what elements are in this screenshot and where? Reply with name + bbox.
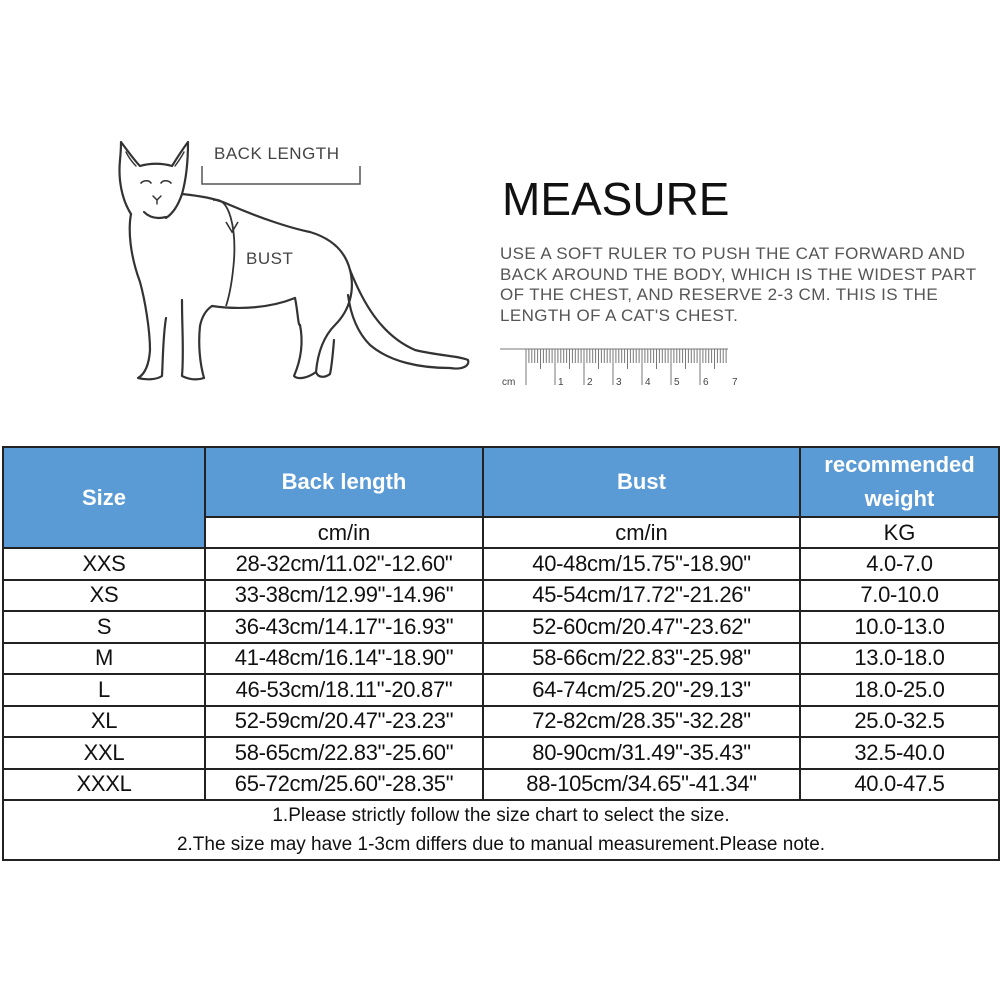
cell-size: L (3, 674, 205, 706)
ruler-label: 6 (703, 377, 709, 388)
table-row (3, 611, 999, 643)
cell-bust: 45-54cm/17.72"-21.26" (483, 580, 800, 612)
ruler-label: 5 (674, 377, 680, 388)
cell-back-length: 33-38cm/12.99"-14.96" (205, 580, 483, 612)
ruler-label: 7 (732, 377, 738, 388)
table-row (3, 737, 999, 769)
unit-back-length: cm/in (205, 517, 483, 548)
cell-size: XXXL (3, 769, 205, 801)
cell-weight: 40.0-47.5 (800, 769, 999, 801)
table-row (3, 580, 999, 612)
ruler-label: cm (502, 377, 516, 388)
cell-back-length: 41-48cm/16.14"-18.90" (205, 643, 483, 675)
note-1: 1.Please strictly follow the size chart to select the size. (272, 805, 730, 826)
header-weight-line2: weight (864, 486, 935, 511)
cell-back-length: 36-43cm/14.17"-16.93" (205, 611, 483, 643)
cell-weight: 32.5-40.0 (800, 737, 999, 769)
table-row (3, 643, 999, 675)
measurement-illustration (0, 0, 1000, 440)
header-weight-line1: recommended (824, 452, 975, 477)
ruler-label: 4 (645, 377, 651, 388)
cell-weight: 18.0-25.0 (800, 674, 999, 706)
cell-back-length: 28-32cm/11.02"-12.60" (205, 548, 483, 580)
cell-size: M (3, 643, 205, 675)
cell-bust: 58-66cm/22.83"-25.98" (483, 643, 800, 675)
cell-back-length: 52-59cm/20.47"-23.23" (205, 706, 483, 738)
table-row (3, 548, 999, 580)
measure-title: MEASURE (502, 173, 730, 225)
ruler-label: 1 (558, 377, 564, 388)
ruler-icon (496, 345, 738, 393)
cell-size: XXL (3, 737, 205, 769)
header-bust: Bust (483, 447, 800, 517)
cell-bust: 80-90cm/31.49"-35.43" (483, 737, 800, 769)
cell-weight: 10.0-13.0 (800, 611, 999, 643)
ruler-label: 3 (616, 377, 622, 388)
table-header-row (3, 447, 999, 517)
table-row (3, 769, 999, 801)
cell-back-length: 65-72cm/25.60"-28.35" (205, 769, 483, 801)
table-row (3, 674, 999, 706)
ruler-label: 2 (587, 377, 593, 388)
cell-weight: 4.0-7.0 (800, 548, 999, 580)
bust-label: BUST (246, 249, 294, 268)
back-length-label: BACK LENGTH (214, 144, 340, 163)
cell-weight: 13.0-18.0 (800, 643, 999, 675)
size-chart-table (2, 446, 1000, 861)
cell-size: XXS (3, 548, 205, 580)
table-row (3, 706, 999, 738)
note-2: 2.The size may have 1-3cm differs due to manual measurement.Please note. (176, 834, 826, 855)
cell-size: S (3, 611, 205, 643)
cell-bust: 72-82cm/28.35"-32.28" (483, 706, 800, 738)
header-recommended-weight (800, 447, 999, 517)
cell-bust: 52-60cm/20.47"-23.62" (483, 611, 800, 643)
cell-bust: 88-105cm/34.65"-41.34" (483, 769, 800, 801)
cell-weight: 25.0-32.5 (800, 706, 999, 738)
cell-weight: 7.0-10.0 (800, 580, 999, 612)
unit-bust: cm/in (483, 517, 800, 548)
cell-back-length: 46-53cm/18.11"-20.87" (205, 674, 483, 706)
measure-description: USE A SOFT RULER TO PUSH THE CAT FORWARD AND BACK AROUND THE BODY, WHICH IS THE WIDEST PART OF THE CHEST, AND RESERVE 2-3 CM. THIS IS THE LENGTH OF A CAT'S CHEST. (500, 244, 977, 325)
cell-bust: 64-74cm/25.20"-29.13" (483, 674, 800, 706)
cell-size: XL (3, 706, 205, 738)
unit-weight: KG (800, 517, 999, 548)
cell-back-length: 58-65cm/22.83"-25.60" (205, 737, 483, 769)
header-size: Size (3, 447, 205, 548)
notes-cell (3, 800, 999, 860)
cell-bust: 40-48cm/15.75"-18.90" (483, 548, 800, 580)
notes-row (3, 800, 999, 860)
cell-size: XS (3, 580, 205, 612)
header-back-length: Back length (205, 447, 483, 517)
